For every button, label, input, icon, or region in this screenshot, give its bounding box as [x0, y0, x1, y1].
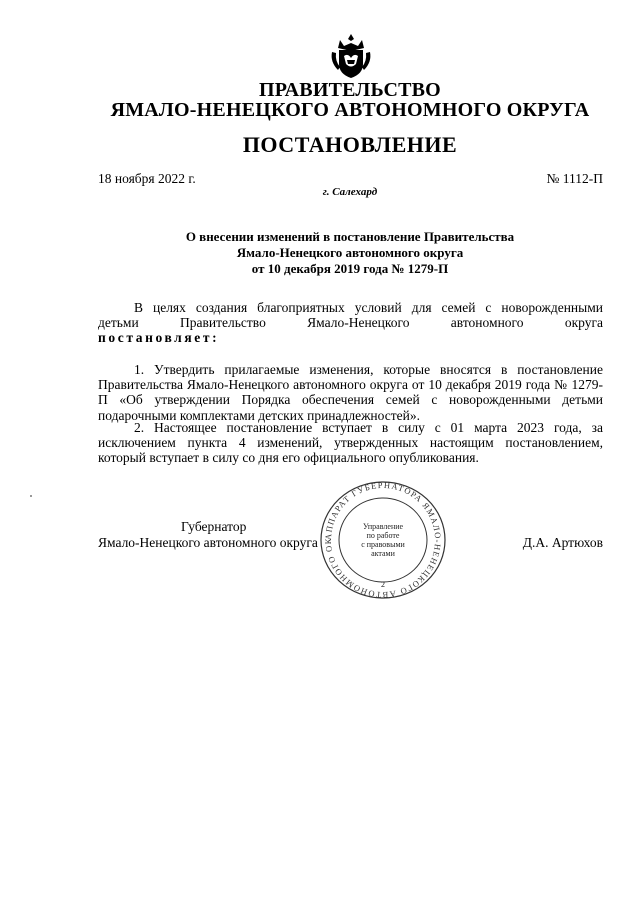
subject-line: Ямало-Ненецкого автономного округа: [236, 245, 464, 260]
official-stamp: [318, 480, 448, 600]
document-type-heading: ПОСТАНОВЛЕНИЕ: [242, 132, 458, 157]
document-city: г. Салехард: [322, 186, 378, 198]
subject-line: О внесении изменений в постановление Правительства: [185, 229, 515, 244]
stamp-number: 2: [381, 580, 385, 589]
subject-line: от 10 декабря 2019 года № 1279-П: [251, 261, 449, 276]
government-title: ПРАВИТЕЛЬСТВО: [259, 79, 441, 101]
decree-word: постановляет:: [98, 330, 220, 346]
stamp-ring-text: АППАРАТ ГУБЕРНАТОРА ЯМАЛО-НЕНЕЦКОГО АВТОНОМНОГО ОК: [322, 480, 444, 600]
stamp-center-line: по работе: [366, 531, 400, 540]
government-region-title: ЯМАЛО-НЕНЕЦКОГО АВТОНОМНОГО ОКРУГА: [110, 99, 590, 121]
stamp-center: [318, 480, 448, 600]
paragraph-item-2: 2. Настоящее постановление вступает в силу с 01 марта 2023 года, за исключением пункта 4 изменений, утвержденных настоящим постановлением, который вступает в силу со дня его официального опубликования.: [98, 420, 603, 466]
signatory-position: Губернатор: [181, 519, 247, 534]
signatory-name: Д.А. Артюхов: [522, 535, 603, 550]
document-number: № 1112-П: [546, 171, 603, 186]
paragraph-item-1: 1. Утвердить прилагаемые изменения, которые вносятся в постановление Правительства Ямало-Ненецкого автономного округа от 10 декабря 2019 года № 1279-П «Об утверждении Порядка обеспечения семей с новорожденными детьми подарочными комплектами детских принадлежностей».: [98, 362, 603, 423]
intro-line: детьми Правительство Ямало-Ненецкого автономного округа: [98, 315, 603, 331]
intro-line: В целях создания благоприятных условий для семей с новорожденными: [134, 300, 603, 315]
coat-of-arms-emblem-icon: [330, 32, 372, 80]
stamp-center-line: Управление: [362, 522, 404, 531]
intro-paragraph: [98, 300, 603, 346]
signatory-region: Ямало-Ненецкого автономного округа: [98, 535, 318, 550]
stamp-center-line: актами: [371, 549, 395, 558]
document-date: 18 ноября 2022 г.: [98, 171, 196, 186]
document-subject: [100, 229, 600, 277]
stamp-center-line: с правовыми: [361, 540, 405, 549]
margin-dot: [30, 495, 32, 497]
